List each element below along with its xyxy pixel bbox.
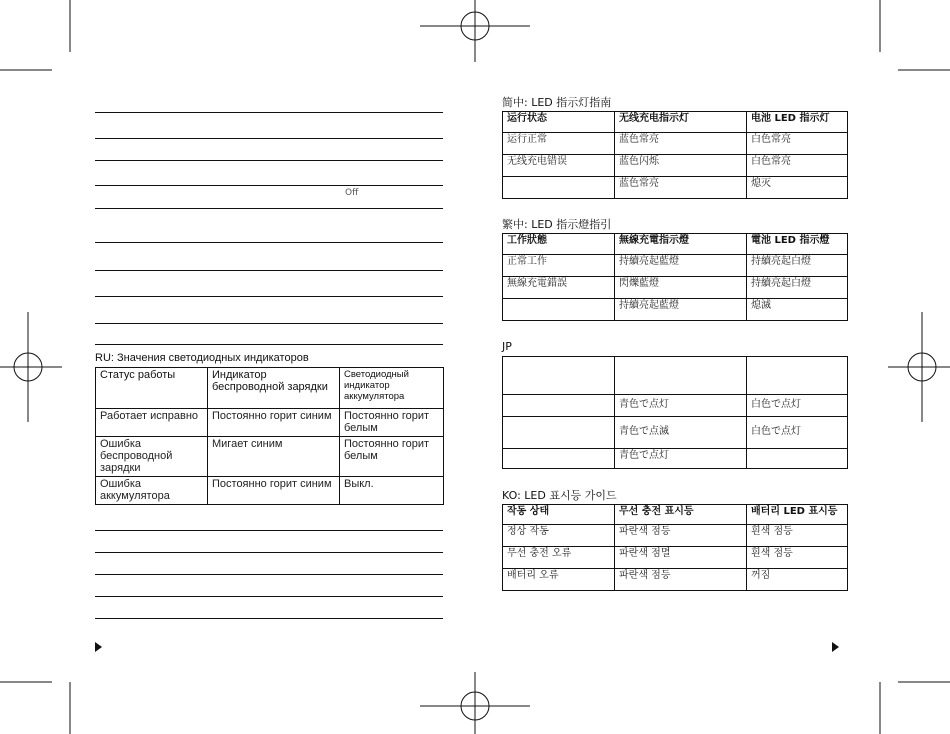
- table-cell: Индикатор беспроводной зарядки: [208, 368, 340, 409]
- table-cell: [95, 531, 207, 553]
- table-cell: 蓝色常亮: [615, 133, 747, 155]
- table-cell: 无线充电错误: [503, 155, 615, 177]
- registration-mark-icon: [888, 312, 950, 422]
- table-cell: [341, 597, 443, 619]
- table-cell: [95, 597, 207, 619]
- table-cell: [503, 177, 615, 199]
- table-row: [503, 569, 848, 591]
- table-cell: Постоянно горит белым: [340, 409, 444, 437]
- led-table-blank-1: [95, 112, 443, 209]
- section-heading-ko: KO: LED 표시등 가이드: [502, 489, 617, 502]
- section-heading-sc: 简中: LED 指示灯指南: [502, 96, 612, 109]
- table-cell: Мигает синим: [208, 437, 340, 477]
- led-table-jp: [502, 356, 848, 469]
- table-cell: 运行状态: [503, 112, 615, 133]
- table-cell: [95, 243, 207, 271]
- table-cell: [615, 357, 747, 395]
- table-header-row: [96, 368, 444, 409]
- table-cell: [207, 139, 341, 161]
- table-row: [96, 437, 444, 477]
- table-row: [95, 139, 443, 161]
- crop-mark-icon: [880, 0, 950, 70]
- status-off-cell: Off: [341, 186, 443, 209]
- table-cell: 熄滅: [747, 299, 848, 321]
- table-cell: Светодиодный индикатор аккумулятора: [340, 368, 444, 409]
- table-cell: [95, 186, 207, 209]
- table-cell: 白色常亮: [747, 155, 848, 177]
- table-cell: 持續亮起藍燈: [615, 299, 747, 321]
- table-row: [95, 161, 443, 186]
- table-cell: [207, 186, 341, 209]
- table-cell: [207, 575, 341, 597]
- crop-mark-icon: [0, 0, 70, 70]
- table-cell: Работает исправно: [96, 409, 208, 437]
- table-cell: [95, 553, 207, 575]
- table-row: [95, 297, 443, 324]
- table-cell: [95, 113, 207, 139]
- table-row: [503, 449, 848, 469]
- led-table-ru: [95, 367, 444, 505]
- table-cell: [341, 161, 443, 186]
- table-cell: [341, 575, 443, 597]
- table-row: [96, 477, 444, 505]
- table-row: [503, 177, 848, 199]
- table-cell: [207, 531, 341, 553]
- table-row: [503, 133, 848, 155]
- table-cell: 無線充電錯誤: [503, 277, 615, 299]
- table-cell: 꺼짐: [747, 569, 848, 591]
- table-cell: [341, 243, 443, 271]
- table-cell: 蓝色闪烁: [615, 155, 747, 177]
- table-cell: 持續亮起藍燈: [615, 255, 747, 277]
- led-table-blank-3: [95, 530, 443, 619]
- table-cell: Постоянно горит синим: [208, 477, 340, 505]
- table-cell: 파란색 점등: [615, 569, 747, 591]
- table-row: [503, 299, 848, 321]
- registration-mark-icon: [420, 0, 530, 62]
- section-heading-tc: 繁中: LED 指示燈指引: [502, 218, 612, 231]
- table-cell: [207, 324, 341, 345]
- table-cell: [207, 243, 341, 271]
- led-table-sc: [502, 111, 848, 199]
- table-cell: 白色で点灯: [747, 417, 848, 449]
- table-row: [95, 324, 443, 345]
- table-cell: 无线充电指示灯: [615, 112, 747, 133]
- table-row: [503, 277, 848, 299]
- table-cell: 运行正常: [503, 133, 615, 155]
- section-heading-jp: JP: [502, 340, 512, 353]
- table-cell: 배터리 LED 표시등: [747, 505, 848, 525]
- table-cell: Ошибка аккумулятора: [96, 477, 208, 505]
- table-row: [503, 395, 848, 417]
- table-cell: [207, 113, 341, 139]
- table-cell: [503, 395, 615, 417]
- next-page-arrow-icon[interactable]: [95, 642, 102, 652]
- table-cell: Ошибка беспроводной зарядки: [96, 437, 208, 477]
- table-cell: [95, 139, 207, 161]
- crop-mark-icon: [0, 682, 70, 734]
- table-cell: [341, 139, 443, 161]
- table-cell: [747, 357, 848, 395]
- registration-mark-icon: [0, 312, 62, 422]
- table-cell: 持續亮起白燈: [747, 255, 848, 277]
- table-cell: 배터리 오류: [503, 569, 615, 591]
- table-cell: [95, 297, 207, 324]
- table-cell: [341, 531, 443, 553]
- table-cell: [207, 271, 341, 297]
- table-row: [95, 271, 443, 297]
- table-cell: 青色で点灯: [615, 449, 747, 469]
- table-cell: Выкл.: [340, 477, 444, 505]
- table-cell: [341, 297, 443, 324]
- section-heading-ru: RU: Значения светодиодных индикаторов: [95, 352, 309, 364]
- table-row: [95, 243, 443, 271]
- table-cell: 持續亮起白燈: [747, 277, 848, 299]
- table-row: [503, 255, 848, 277]
- table-row: [95, 113, 443, 139]
- table-cell: 電池 LED 指示燈: [747, 234, 848, 255]
- next-page-arrow-icon[interactable]: [832, 642, 839, 652]
- table-cell: 정상 작동: [503, 525, 615, 547]
- table-header-row: [503, 505, 848, 525]
- table-cell: 白色で点灯: [747, 395, 848, 417]
- table-cell: 蓝色常亮: [615, 177, 747, 199]
- table-cell: [95, 161, 207, 186]
- table-cell: Статус работы: [96, 368, 208, 409]
- table-cell: [341, 553, 443, 575]
- table-cell: [95, 324, 207, 345]
- table-cell: [747, 449, 848, 469]
- table-row: [503, 155, 848, 177]
- table-cell: 电池 LED 指示灯: [747, 112, 848, 133]
- table-cell: 파란색 점멸: [615, 547, 747, 569]
- table-cell: [341, 271, 443, 297]
- table-cell: 무선 충전 표시등: [615, 505, 747, 525]
- table-cell: 工作狀態: [503, 234, 615, 255]
- table-cell: [95, 271, 207, 297]
- table-cell: 흰색 점등: [747, 547, 848, 569]
- led-table-blank-2: [95, 242, 443, 345]
- table-cell: [207, 297, 341, 324]
- table-cell: 青色で点灯: [615, 395, 747, 417]
- table-cell: [95, 575, 207, 597]
- table-cell: 青色で点滅: [615, 417, 747, 449]
- table-row: [96, 409, 444, 437]
- led-table-tc: [502, 233, 848, 321]
- table-cell: 파란색 점등: [615, 525, 747, 547]
- table-row: [95, 597, 443, 619]
- table-cell: 白色常亮: [747, 133, 848, 155]
- table-cell: [341, 113, 443, 139]
- table-row: [503, 547, 848, 569]
- table-cell: [207, 553, 341, 575]
- table-row: [503, 525, 848, 547]
- table-cell: 無線充電指示燈: [615, 234, 747, 255]
- table-cell: [503, 449, 615, 469]
- crop-mark-icon: [880, 682, 950, 734]
- table-header-row: [503, 357, 848, 395]
- table-cell: [207, 161, 341, 186]
- table-cell: 閃爍藍燈: [615, 277, 747, 299]
- table-cell: Постоянно горит синим: [208, 409, 340, 437]
- led-table-ko: [502, 504, 848, 591]
- table-header-row: [503, 234, 848, 255]
- table-cell: [341, 324, 443, 345]
- table-cell: 熄灭: [747, 177, 848, 199]
- table-cell: Постоянно горит белым: [340, 437, 444, 477]
- table-cell: [503, 299, 615, 321]
- table-row: [95, 531, 443, 553]
- table-cell: [207, 597, 341, 619]
- table-row: [95, 186, 443, 209]
- table-cell: 흰색 점등: [747, 525, 848, 547]
- table-cell: [503, 357, 615, 395]
- table-row: [95, 553, 443, 575]
- table-cell: 무선 충전 오류: [503, 547, 615, 569]
- table-row: [95, 575, 443, 597]
- table-row: [503, 417, 848, 449]
- table-cell: [503, 417, 615, 449]
- table-cell: 작동 상태: [503, 505, 615, 525]
- registration-mark-icon: [420, 672, 530, 734]
- table-header-row: [503, 112, 848, 133]
- table-cell: 正常工作: [503, 255, 615, 277]
